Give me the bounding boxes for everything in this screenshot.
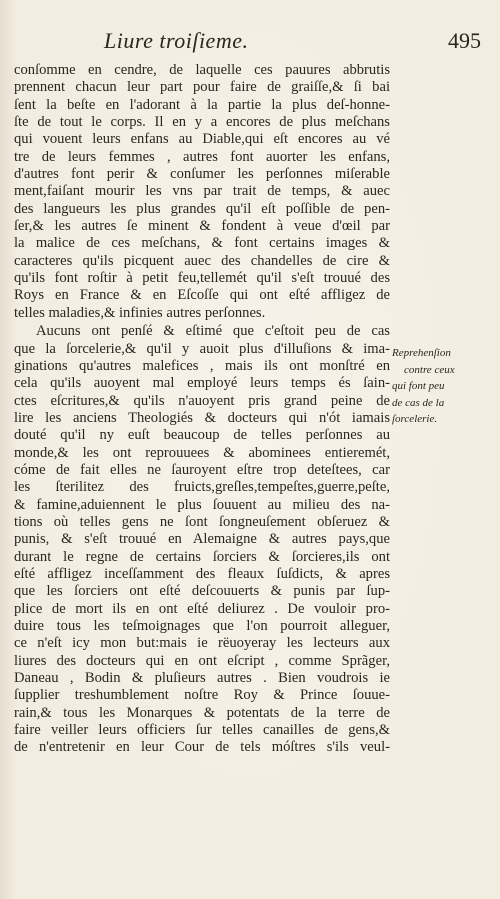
text-line: telles maladies,& infinies autres perſonnes. — [14, 304, 266, 321]
text-line: que les ſorciers ont eſté deſcouuerts & punis par ſup- — [14, 583, 390, 600]
margin-note-line: de cas de la — [392, 396, 445, 409]
page-number: 495 — [448, 28, 481, 53]
text-line: douté qu'il ny euſt beaucoup de telles perſonnes au — [14, 427, 390, 444]
margin-note-line: ſorcelerie. — [392, 413, 438, 425]
text-line: eſté affligez inceſſamment des fleaux ſuſdicts, & apres — [14, 565, 390, 582]
margin-note-line: qui font peu — [392, 380, 445, 392]
text-line: ſent la beſte en l'adorant à la partie la plus deſ-honne- — [14, 96, 390, 113]
text-line: d'autres font perir & conſumer les perſonnes miſerable — [14, 166, 390, 183]
text-line: ginations qu'autres malefices , mais ils ont monſtré en — [14, 357, 390, 374]
text-line: duire tous les teſmoignages que l'on pourroit alleguer, — [14, 618, 390, 634]
margin-note-line: Reprehenſion — [392, 347, 451, 359]
margin-note-line: contre ceux — [404, 363, 455, 376]
text-line: ctes eſcritures,& qu'ils n'auoyent pris grand peine de — [14, 392, 390, 409]
margin-note — [392, 345, 492, 428]
text-line: qui vouent leurs enfans au Diable,qui eſt encores au vé — [14, 131, 390, 148]
text-line: que la ſorcelerie,& qu'il y auoit plus d'illuſions & ima- — [14, 340, 390, 357]
running-title: Liure troiſieme. — [104, 28, 249, 53]
text-line: faire veiller leurs officiers ſur telles canailles de gens,& — [14, 722, 390, 739]
text-line: prennent chacun leur part pour faire de graiſſe,& ſi bai — [14, 79, 390, 96]
text-line: de n'entretenir en leur Cour de tels móſtres s'ils veul- — [14, 739, 390, 756]
text-line: conſomme en cendre, de laquelle ces pauures abbrutis — [14, 62, 390, 78]
text-line: ment,faiſant mourir les vns par trait de temps, & auec — [14, 183, 390, 200]
text-line: lire les anciens Theologiés & docteurs qui n'ót iamais — [14, 409, 390, 426]
body-text — [14, 62, 390, 757]
text-line: ſte de tout le corps. Il en y a encores de plus meſchans — [14, 114, 390, 131]
text-line: caracteres qu'ils picquent auec des chandelles de cire & — [14, 252, 390, 269]
text-line: ce n'eſt icy mon but:mais ie rëuoyeray les lecteurs aux — [14, 635, 390, 652]
text-line: punis, & s'eſt trouué en Alemaigne & autres pays,que — [14, 531, 390, 548]
page-header — [0, 28, 500, 58]
text-line: liures des docteurs qui en ont eſcript , comme Sprãger, — [14, 652, 390, 669]
text-line: ſupplier treshumblement noſtre Roy & Prince ſouue- — [14, 687, 390, 704]
text-line: cóme de fait elles ne ſauroyent eſtre trop deteſtees, car — [14, 461, 390, 478]
text-line: durant le regne de certains ſorciers & ſorcieres,ils ont — [14, 548, 390, 565]
paragraph-first-line: Aucuns ont penſé & eſtimé que c'eſtoit peu de cas — [36, 323, 390, 340]
text-line: monde,& les ont reprouuees & abominees entieremét, — [14, 444, 390, 461]
text-line: & famine,aduiennent le plus ſouuent au milieu des na- — [14, 496, 390, 513]
text-line: tions où telles gens ne ſont ſongneuſement obſeruez & — [14, 513, 390, 530]
text-line: tre de leurs femmes , autres font auorter les enfans, — [14, 148, 390, 165]
text-line: les ſterilitez des fruicts,greſles,tempeſtes,guerre,peſte, — [14, 479, 390, 496]
text-line: la malice de ces meſchans, & font certains images & — [14, 235, 390, 252]
text-line: rain,& tous les Monarques & potentats de la terre de — [14, 704, 390, 721]
text-line: des langueurs les plus grandes qu'il eſt poſſible de pen- — [14, 200, 390, 217]
text-line: plice de mort ils en ont eſté deliurez . De vouloir pro- — [14, 600, 390, 617]
text-line: Roys en France & en Eſcoſſe qui ont eſté affligez de — [14, 287, 390, 304]
text-line: qu'ils font roſtir à petit feu,tellemét qu'il s'eſt trouué des — [14, 270, 390, 287]
text-line: ſer,& les autres ſe minent & fondent à veue d'œil par — [14, 218, 390, 235]
text-line: cela qu'ils auoyent mal employé leurs temps és ſain- — [14, 375, 390, 392]
text-line: Daneau , Bodin & pluſieurs autres . Bien voudrois ie — [14, 670, 390, 687]
